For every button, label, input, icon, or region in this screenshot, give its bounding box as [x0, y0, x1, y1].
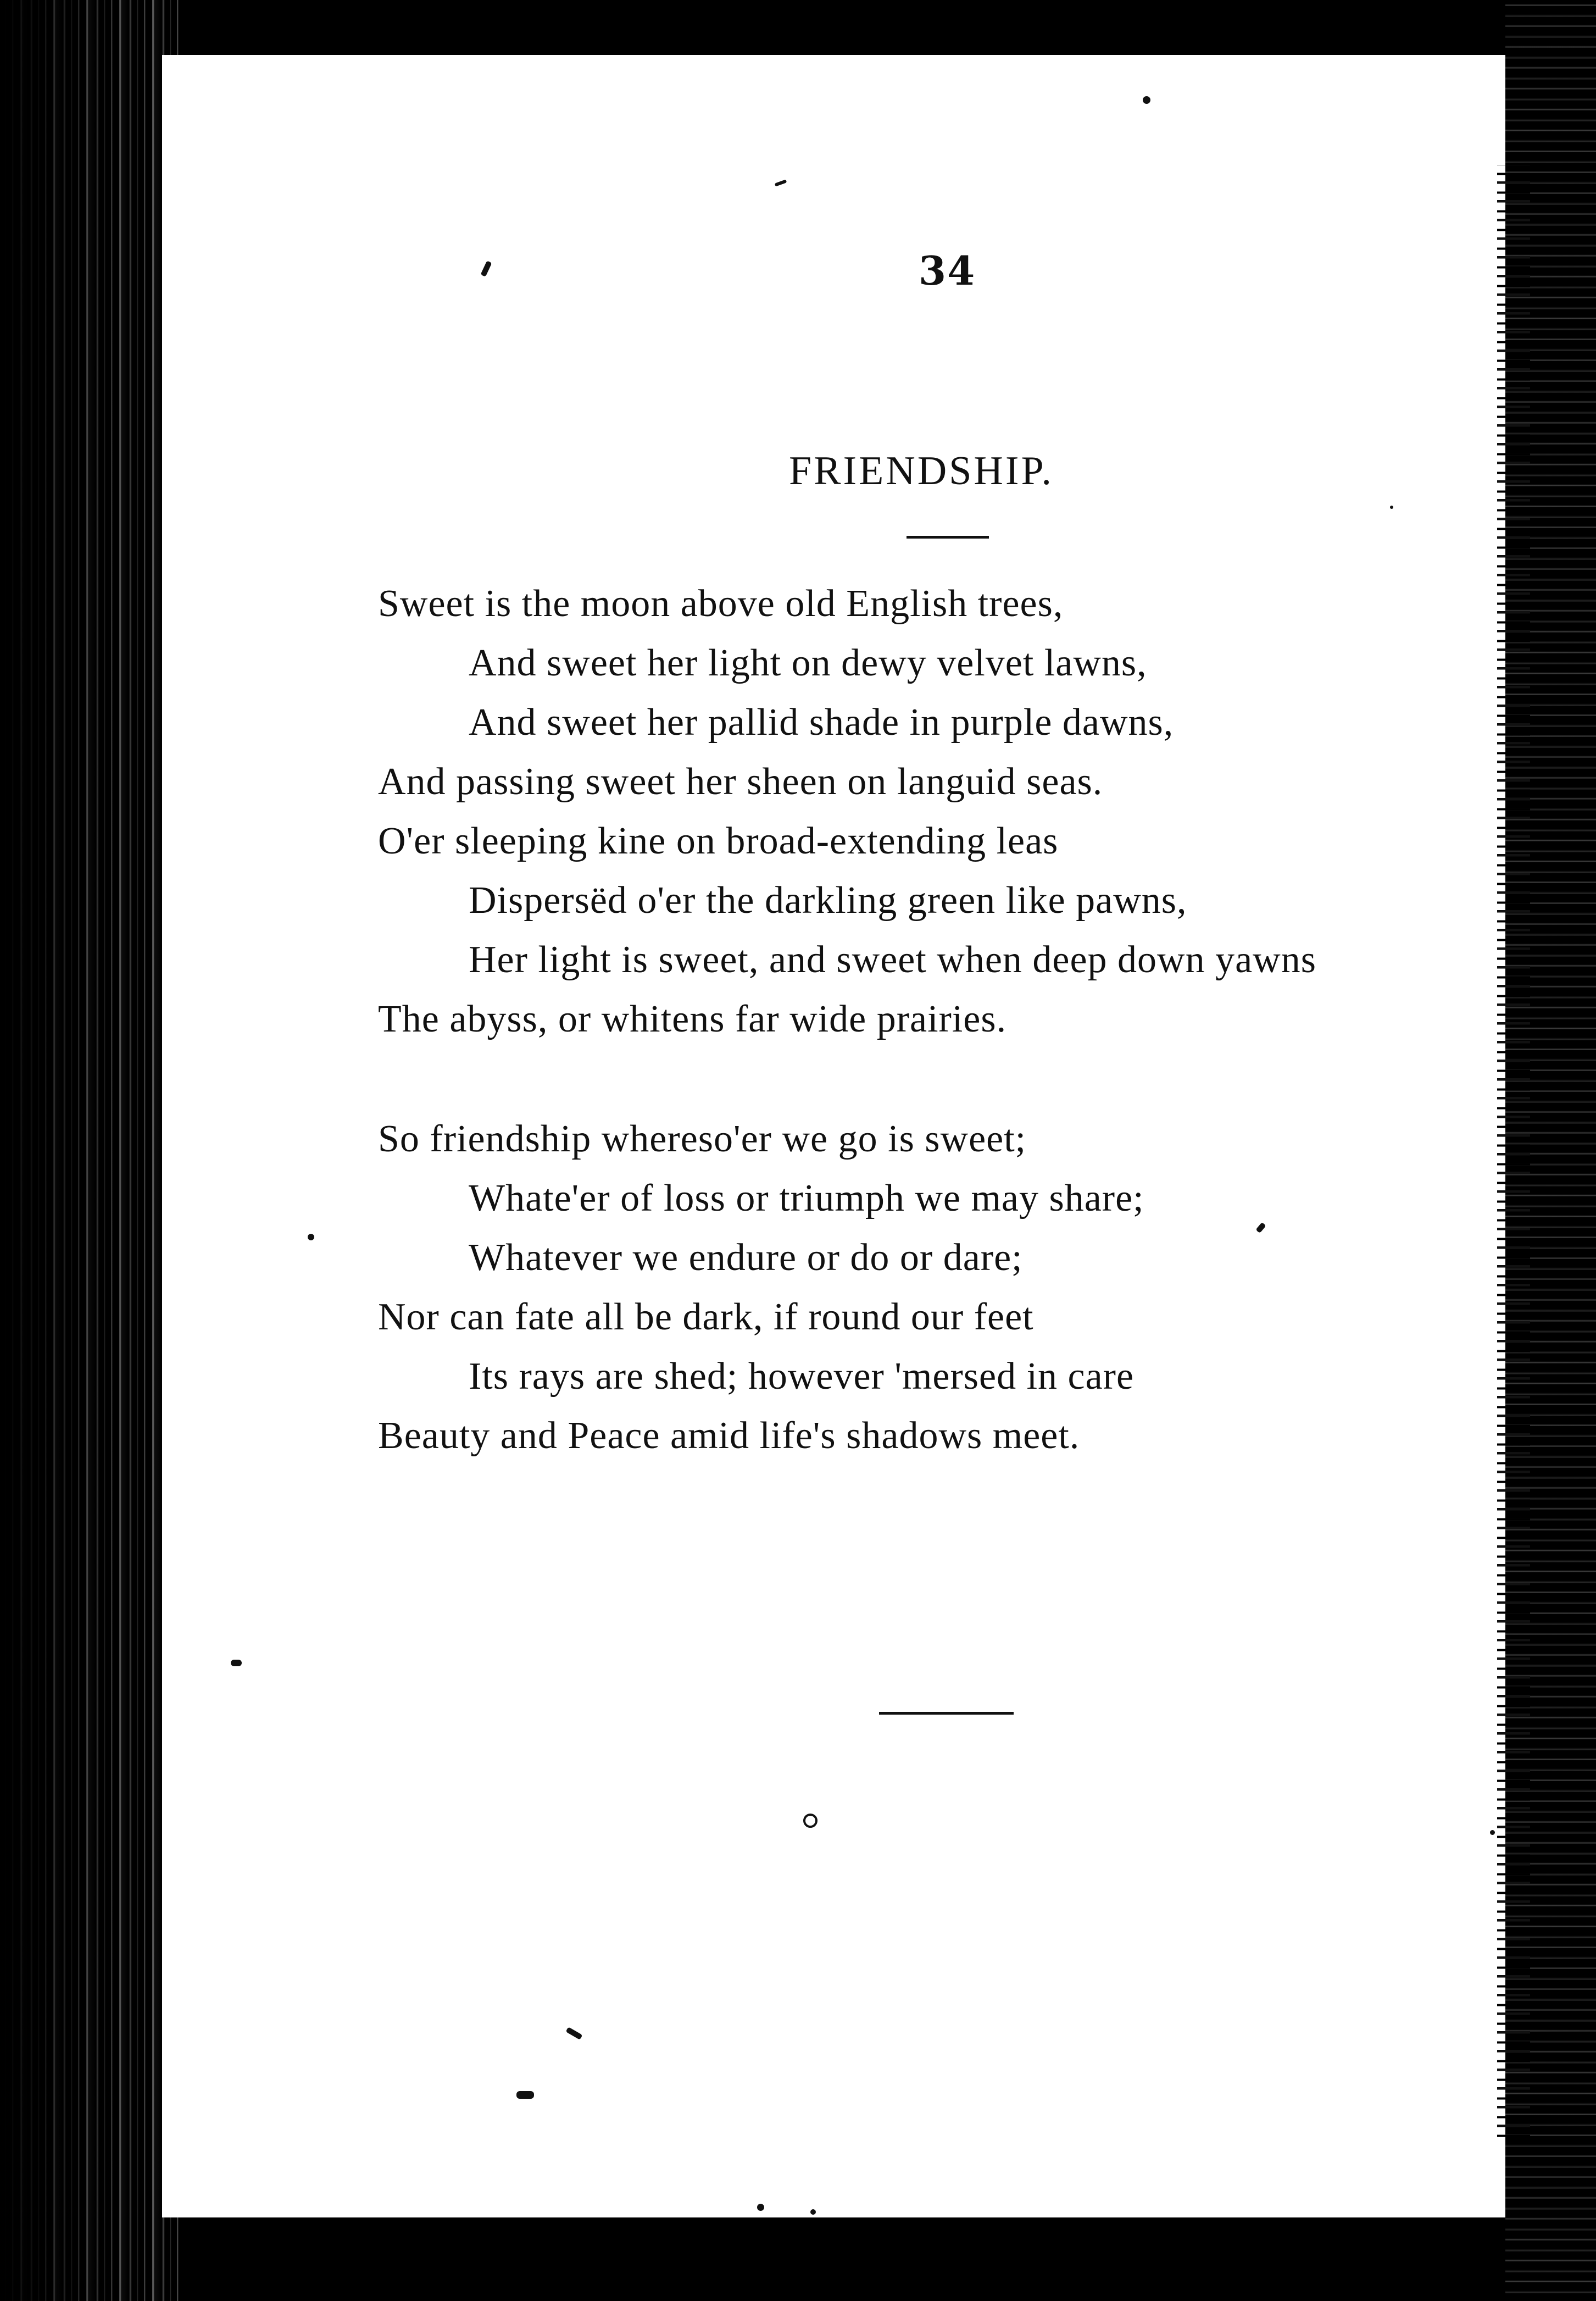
poem-line: The abyss, or whitens far wide prairies.: [378, 998, 1007, 1040]
scan-speck: [308, 1234, 314, 1240]
stanza-gap: [378, 1049, 1532, 1110]
book-gutter: [0, 0, 181, 2301]
poem-line: O'er sleeping kine on broad-extending leas: [378, 820, 1059, 862]
poem-line: And sweet her pallid shade in purple dawns,: [469, 701, 1174, 744]
scan-speck: [231, 1660, 242, 1666]
poem-title: FRIENDSHIP.: [789, 448, 1054, 494]
scan-speck: [803, 1814, 818, 1828]
scan-speck: [1490, 1830, 1495, 1835]
scan-speck: [810, 2209, 816, 2215]
poem-line: Nor can fate all be dark, if round our feet: [378, 1296, 1034, 1338]
scan-speck: [1143, 96, 1150, 104]
stanza-2: [378, 1110, 1532, 1466]
title-rule: [907, 536, 989, 539]
poem-line: And sweet her light on dewy velvet lawns,: [469, 642, 1147, 684]
poem-line: Whatever we endure or do or dare;: [469, 1237, 1023, 1279]
end-rule: [879, 1712, 1014, 1715]
poem-line: So friendship whereso'er we go is sweet;: [378, 1118, 1027, 1160]
poem-line: Its rays are shed; however 'mersed in care: [469, 1355, 1135, 1398]
scan-speck: [516, 2091, 534, 2099]
stanza-1: [378, 574, 1532, 1049]
scan-speck: [757, 2204, 764, 2211]
poem-line: And passing sweet her sheen on languid seas.: [378, 761, 1103, 803]
poem-line: Her light is sweet, and sweet when deep down yawns: [469, 939, 1316, 981]
poem-line: Whate'er of loss or triumph we may share;: [469, 1177, 1144, 1219]
scan-speck: [1390, 506, 1393, 509]
poem-line: Sweet is the moon above old English trees,: [378, 583, 1064, 625]
poem-line: Beauty and Peace amid life's shadows meet.: [378, 1415, 1080, 1457]
poem-body: [378, 574, 1532, 1466]
poem-line: Dispersëd o'er the darkling green like pawns,: [469, 879, 1187, 922]
page-number: 34: [919, 247, 976, 294]
